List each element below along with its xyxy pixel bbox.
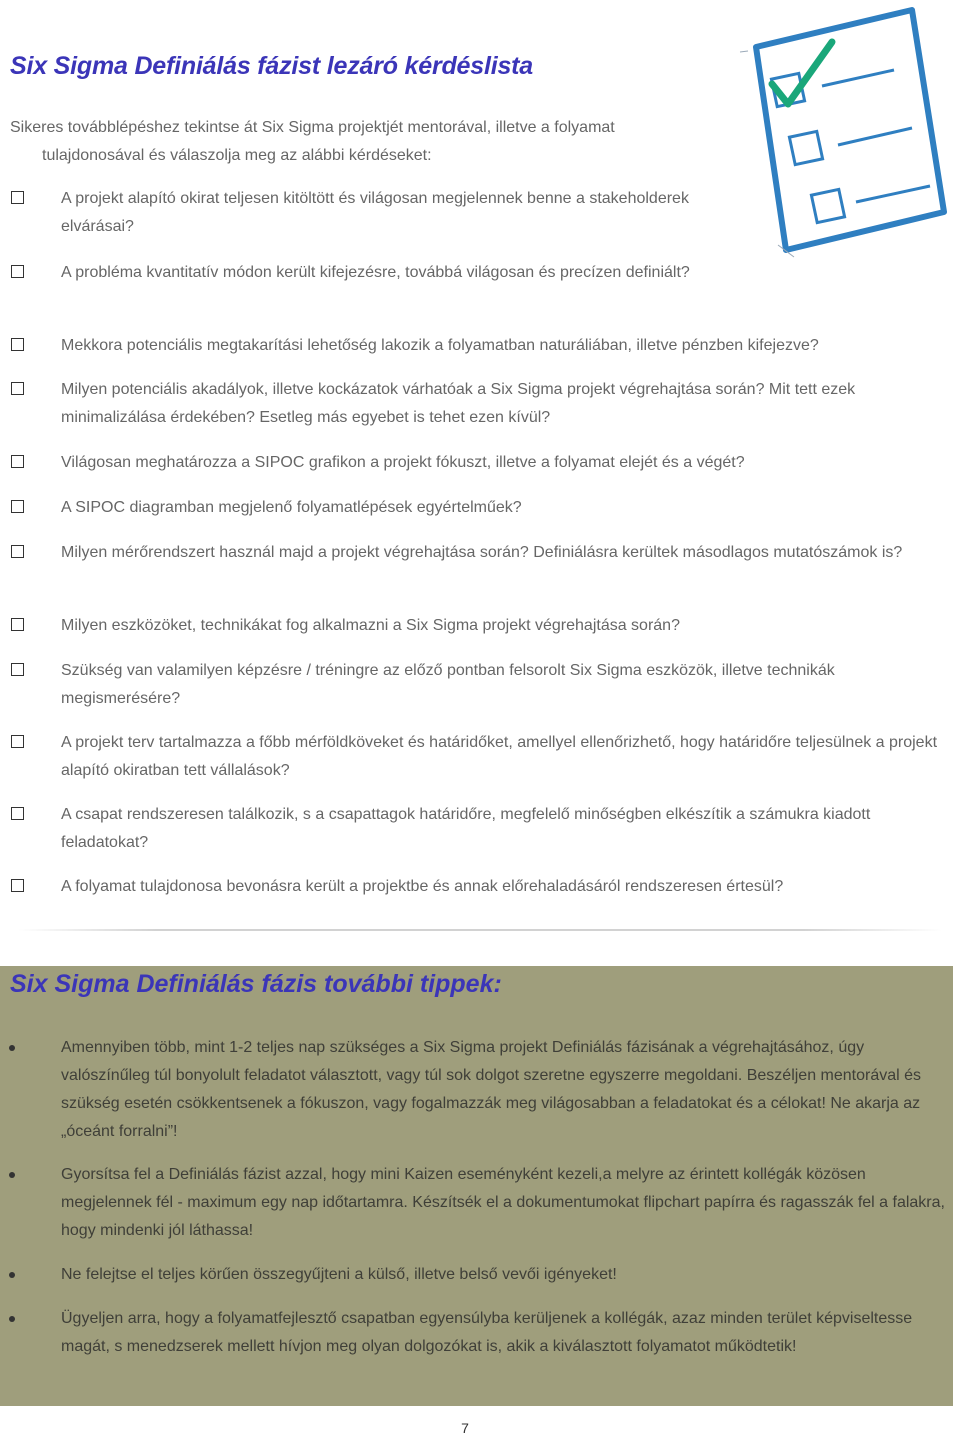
checkbox[interactable] [11, 500, 24, 513]
checkbox[interactable] [11, 338, 24, 351]
intro-line-2: tulajdonosával és válaszolja meg az alábbi kérdéseket: [42, 147, 432, 164]
page-number [0, 1420, 930, 1436]
page-title: Six Sigma Definiálás fázist lezáró kérdéslista [10, 52, 533, 80]
checklist-item-text: Mekkora potenciális megtakarítási lehetőség lakozik a folyamatban naturáliában, illetve pénzben kifejezve? [61, 337, 819, 354]
checklist-item-text: Szükség van valamilyen képzésre / tréningre az előző pontban felsorolt Six Sigma eszközök, illetve technikák megismerésére? [61, 662, 835, 707]
checklist-item-text: Milyen potenciális akadályok, illetve kockázatok várhatóak a Six Sigma projekt végrehajtása során? Mit tett ezek minimalizálása érdekében? Esetleg más egyebet is tehet ezen kívül? [61, 381, 856, 426]
checklist-item-text: A folyamat tulajdonosa bevonásra került a projektbe és annak előrehaladásáról rendszeresen értesül? [61, 878, 784, 895]
tip-text: Ügyeljen arra, hogy a folyamatfejlesztő csapatban egyensúlyba kerüljenek a kollégák, azaz minden terület képviseltesse magát, s menedzserek mellett hívjon meg olyan dolgozókat is, akik a kiválasztott folyamatot működtetik! [61, 1310, 913, 1355]
checkbox[interactable] [11, 265, 24, 278]
bullet-icon [9, 1045, 15, 1051]
checkbox[interactable] [11, 807, 24, 820]
checkbox[interactable] [11, 618, 24, 631]
tip-text: Ne felejtse el teljes körűen összegyűjteni a külső, illetve belső vevői igényeket! [61, 1266, 617, 1283]
intro-paragraph [10, 114, 710, 170]
checklist-item-text: A probléma kvantitatív módon került kifejezésre, továbbá világosan és precízen definiált? [61, 264, 690, 281]
checkbox[interactable] [11, 879, 24, 892]
page-number-text: 7 [461, 1420, 469, 1436]
bullet-icon [9, 1272, 15, 1278]
checkbox[interactable] [11, 455, 24, 468]
checkbox[interactable] [11, 663, 24, 676]
checklist-item-text: Milyen eszközöket, technikákat fog alkalmazni a Six Sigma projekt végrehajtása során? [61, 617, 680, 634]
checklist-item-text: Világosan meghatározza a SIPOC grafikon a projekt fókuszt, illetve a folyamat elejét és a végét? [61, 454, 745, 471]
checklist-item-text: Milyen mérőrendszert használ majd a projekt végrehajtása során? Definiálásra kerültek másodlagos mutatószámok is? [61, 544, 903, 561]
checklist-item-text: A csapat rendszeresen találkozik, s a csapattagok határidőre, megfelelő minőségben elkészítik a számukra kiadott feladatokat? [61, 806, 871, 851]
checkbox[interactable] [11, 191, 24, 204]
bullet-icon [9, 1172, 15, 1178]
tip-text: Gyorsítsa fel a Definiálás fázist azzal, hogy mini Kaizen eseményként kezeli,a melyre az érintett kollégák közösen megjelennek fél - maximum egy nap időtartamra. Készítsék el a dokumentumokat flipchart papírra és ragasszák fel a falakra, hogy mindenki jól láthassa! [61, 1166, 945, 1239]
checklist-item-text: A projekt terv tartalmazza a főbb mérföldköveket és határidőket, amellyel ellenőrizhető, hogy határidőre teljesülnek a projekt alapító okiratban tett vállalások? [61, 734, 938, 779]
checklist-clipboard-icon [734, 0, 960, 262]
checklist-item-text: A projekt alapító okirat teljesen kitöltött és világosan megjelennek benne a stakeholderek elvárásai? [61, 190, 689, 235]
intro-line-1: Sikeres továbblépéshez tekintse át Six Sigma projektjét mentorával, illetve a folyamat [10, 119, 615, 136]
checkbox[interactable] [11, 545, 24, 558]
checkbox[interactable] [11, 382, 24, 395]
checkbox[interactable] [11, 735, 24, 748]
tip-text: Amennyiben több, mint 1-2 teljes nap szükséges a Six Sigma projekt Definiálás fázisának a végrehajtásához, úgy valószínűleg túl bonyolult feladatot választott, vagy túl sok dolgot szeretne egyszerre megoldani. Beszéljen mentorával és szükség esetén csökkentsenek a fókuszon, vagy fogalmazzák meg világosabban a feladatokat és a célokat! Ne akarja az „óceánt forralni”! [61, 1039, 922, 1140]
bullet-icon [9, 1316, 15, 1322]
tips-title: Six Sigma Definiálás fázis további tippek: [10, 970, 502, 998]
section-divider [18, 929, 942, 931]
checklist-item-text: A SIPOC diagramban megjelenő folyamatlépések egyértelműek? [61, 499, 522, 516]
